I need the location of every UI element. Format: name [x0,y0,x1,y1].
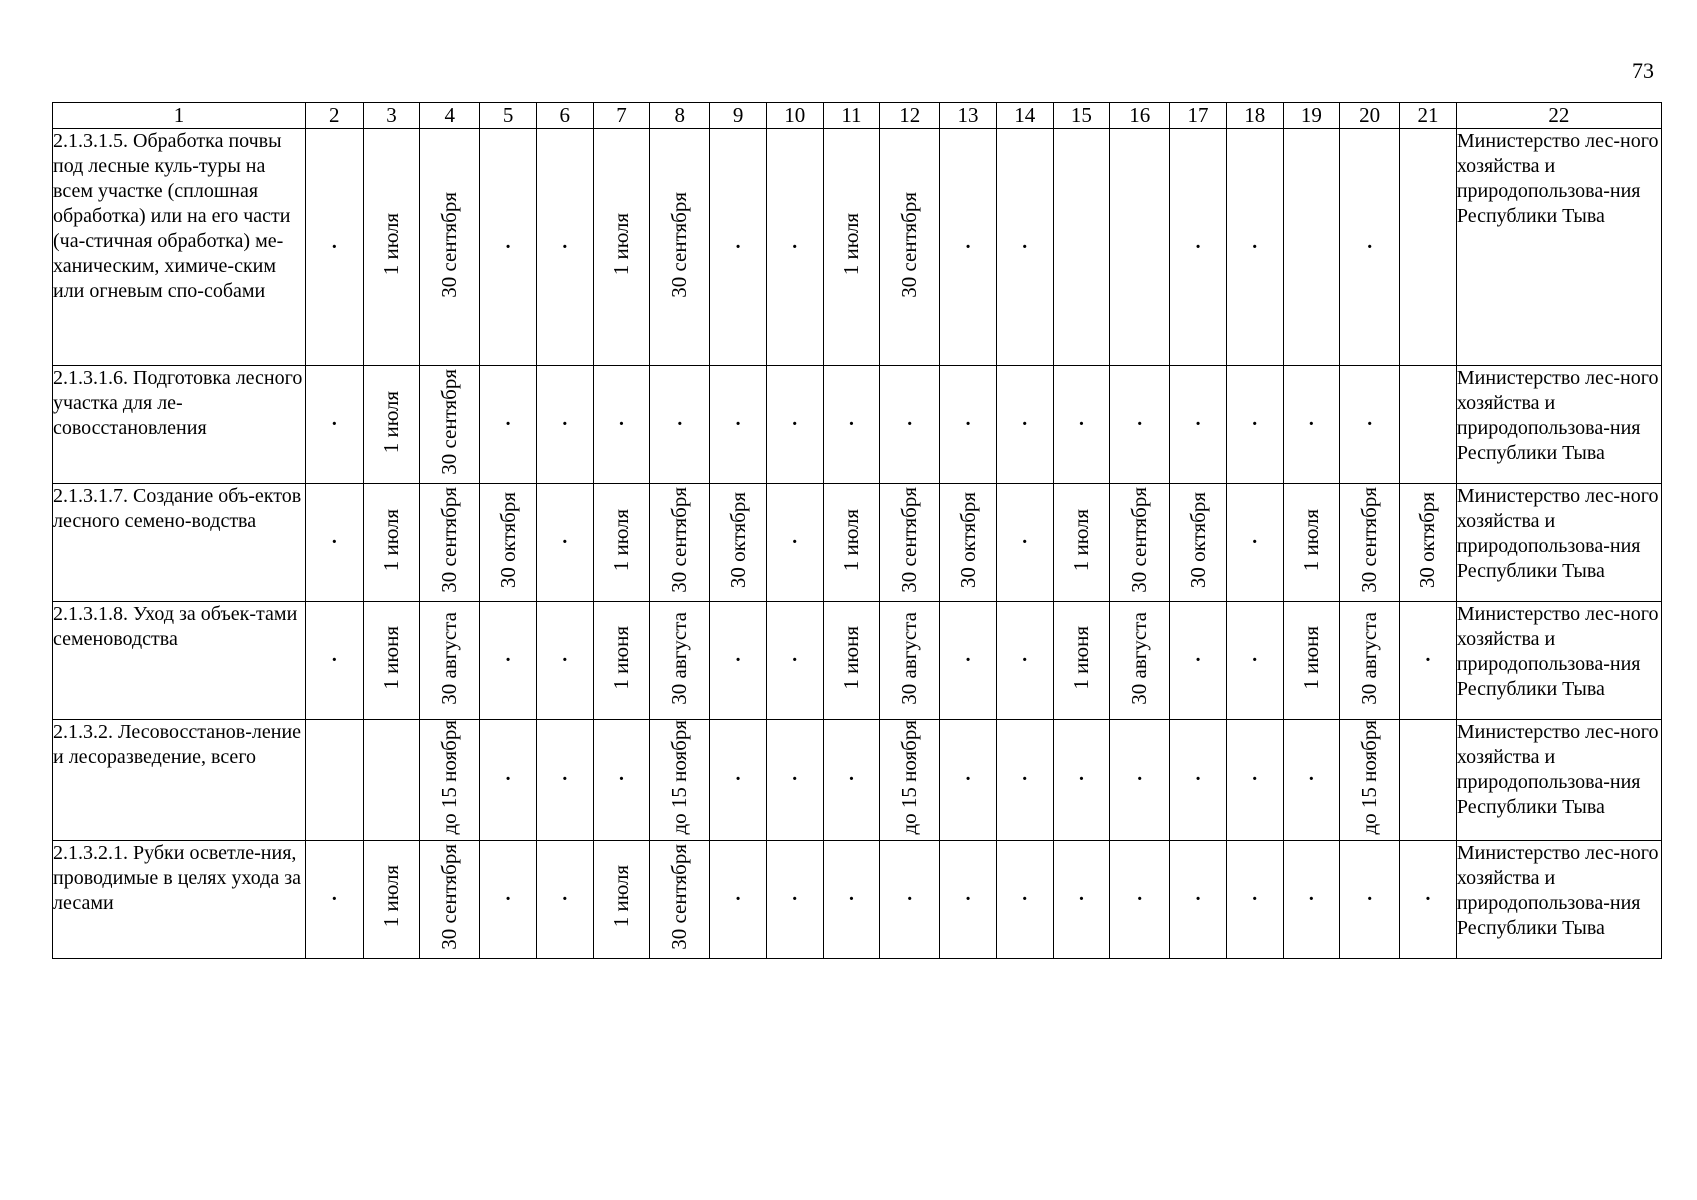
schedule-cell [880,129,940,366]
no-value-mark: · [1251,235,1259,258]
date-value: 1 июня [608,626,633,690]
date-value: до 15 ноября [667,720,692,835]
no-value-mark: · [1021,887,1029,910]
schedule-cell [1283,129,1340,366]
no-value-mark: · [791,768,799,791]
date-value: 30 сентября [897,191,922,298]
no-value-mark: · [561,413,569,435]
schedule-cell [1226,720,1283,841]
no-value-mark: · [1251,531,1259,553]
responsible-body: Министерство лес-ного хозяйства и природопользова-ния Республики Тыва [1456,840,1661,958]
schedule-cell [1400,602,1457,720]
no-value-mark: · [1194,887,1202,910]
schedule-cell [305,366,363,484]
schedule-cell [1110,484,1170,602]
header-row [53,103,1662,129]
no-value-mark: · [1136,768,1144,791]
column-header-6: 6 [536,103,593,129]
schedule-cell [940,366,997,484]
schedule-cell [940,602,997,720]
schedule-cell [823,602,880,720]
schedule-cell [1340,840,1400,958]
no-value-mark: · [1194,649,1202,671]
schedule-cell [1170,484,1227,602]
date-value: 30 августа [667,611,692,705]
no-value-mark: · [561,887,569,910]
date-value: 30 сентября [667,487,692,593]
activity-name: 2.1.3.2. Лесовосстанов-ление и лесоразведение, всего [53,720,306,841]
no-value-mark: · [964,887,972,910]
no-value-mark: · [330,413,338,435]
schedule-cell [1226,484,1283,602]
no-value-mark: · [1308,413,1315,435]
no-value-mark: · [1424,887,1432,910]
schedule-cell [766,720,823,841]
column-header-1: 1 [53,103,306,129]
date-value: 1 июля [608,865,633,928]
no-value-mark: · [848,768,855,791]
schedule-cell [1110,720,1170,841]
schedule-cell [480,366,537,484]
schedule-cell [766,366,823,484]
no-value-mark: · [1251,768,1259,791]
date-value: 30 августа [1127,611,1152,705]
schedule-cell [593,720,650,841]
schedule-cell [940,720,997,841]
schedule-cell [536,720,593,841]
no-value-mark: · [791,887,799,910]
column-header-18: 18 [1226,103,1283,129]
no-value-mark: · [1021,235,1029,258]
no-value-mark: · [504,235,512,258]
date-value: 1 июня [1068,626,1093,690]
column-header-5: 5 [480,103,537,129]
date-value: 1 июля [838,213,863,276]
responsible-body: Министерство лес-ного хозяйства и природопользова-ния Республики Тыва [1456,720,1661,841]
schedule-cell [880,366,940,484]
no-value-mark: · [1136,413,1144,435]
column-header-4: 4 [420,103,480,129]
no-value-mark: · [1251,413,1259,435]
schedule-cell [593,484,650,602]
column-header-8: 8 [650,103,710,129]
no-value-mark: · [734,887,742,910]
schedule-cell [420,602,480,720]
table-row [53,720,1662,841]
schedule-cell [593,840,650,958]
schedule-cell [1053,484,1110,602]
schedule-cell [1400,840,1457,958]
date-value: 30 сентября [667,191,692,298]
schedule-cell [1053,129,1110,366]
date-value: 30 сентября [667,843,692,950]
schedule-cell [650,602,710,720]
schedule-cell [363,366,420,484]
table-row [53,484,1662,602]
date-value: до 15 ноября [437,720,462,835]
schedule-cell [1226,366,1283,484]
no-value-mark: · [964,649,972,671]
no-value-mark: · [561,235,569,258]
no-value-mark: · [734,413,742,435]
column-header-19: 19 [1283,103,1340,129]
no-value-mark: · [504,413,512,435]
no-value-mark: · [964,413,972,435]
no-value-mark: · [1021,768,1029,791]
column-header-2: 2 [305,103,363,129]
no-value-mark: · [504,887,512,910]
no-value-mark: · [734,235,742,258]
schedule-cell [1226,840,1283,958]
schedule-cell [536,840,593,958]
schedule-cell [880,484,940,602]
no-value-mark: · [906,413,914,435]
schedule-cell [536,129,593,366]
schedule-cell [1340,484,1400,602]
date-value: 1 июля [378,508,403,572]
schedule-cell [1283,366,1340,484]
no-value-mark: · [504,649,512,671]
no-value-mark: · [734,768,742,791]
schedule-cell [1400,366,1457,484]
activity-name: 2.1.3.1.5. Обработка почвы под лесные куль-туры на всем участке (сплошная обработка) или на его части (ча-стичная обработка) ме-ханическим, химиче-ским или огневым спо-собами [53,129,306,366]
schedule-cell [1400,129,1457,366]
schedule-cell [766,840,823,958]
schedule-cell [420,484,480,602]
activity-name: 2.1.3.1.6. Подготовка лесного участка для ле-совосстановления [53,366,306,484]
schedule-cell [420,840,480,958]
schedule-cell [1283,720,1340,841]
schedule-cell [1170,720,1227,841]
no-value-mark: · [1021,649,1029,671]
schedule-cell [305,129,363,366]
no-value-mark: · [964,768,972,791]
schedule-cell [1400,720,1457,841]
no-value-mark: · [734,649,742,671]
schedule-cell [710,366,767,484]
no-value-mark: · [964,235,972,258]
schedule-cell [1110,366,1170,484]
schedule-cell [1170,366,1227,484]
no-value-mark: · [1136,887,1144,910]
date-value: 30 сентября [1357,487,1382,593]
activity-name: 2.1.3.1.7. Создание объ-ектов лесного семено-водства [53,484,306,602]
column-header-12: 12 [880,103,940,129]
no-value-mark: · [906,887,914,910]
date-value: 1 июля [838,508,863,572]
schedule-cell [650,129,710,366]
responsible-body: Министерство лес-ного хозяйства и природопользова-ния Республики Тыва [1456,602,1661,720]
date-value: 1 июля [378,390,403,454]
no-value-mark: · [1078,768,1085,791]
column-header-14: 14 [996,103,1053,129]
schedule-cell [823,129,880,366]
schedule-cell [996,129,1053,366]
schedule-cell [880,840,940,958]
schedule-cell [823,484,880,602]
table-row [53,366,1662,484]
column-header-16: 16 [1110,103,1170,129]
no-value-mark: · [1366,413,1374,435]
schedule-cell [480,484,537,602]
column-header-20: 20 [1340,103,1400,129]
no-value-mark: · [1308,768,1315,791]
date-value: 1 июля [378,865,403,928]
schedule-cell [1340,366,1400,484]
activity-name: 2.1.3.2.1. Рубки осветле-ния, проводимые в целях ухода за лесами [53,840,306,958]
no-value-mark: · [848,413,855,435]
schedule-cell [1053,840,1110,958]
schedule-cell [480,720,537,841]
date-value: 1 июня [378,626,403,690]
date-value: 1 июля [1068,508,1093,572]
column-header-10: 10 [766,103,823,129]
schedule-cell [1170,840,1227,958]
schedule-cell [480,840,537,958]
schedule-cell [305,602,363,720]
column-header-17: 17 [1170,103,1227,129]
schedule-cell [710,720,767,841]
date-value: 30 сентября [897,487,922,593]
column-header-15: 15 [1053,103,1110,129]
schedule-cell [650,366,710,484]
date-value: до 15 ноября [1357,720,1382,835]
schedule-cell [536,366,593,484]
schedule-cell [1340,720,1400,841]
no-value-mark: · [1308,887,1315,910]
schedule-cell [710,840,767,958]
schedule-cell [650,484,710,602]
no-value-mark: · [330,531,338,553]
date-value: 30 сентября [437,191,462,298]
no-value-mark: · [1194,768,1202,791]
date-value: 30 августа [1357,611,1382,705]
schedule-cell [823,366,880,484]
schedule-cell [305,484,363,602]
no-value-mark: · [1366,235,1374,258]
no-value-mark: · [330,649,338,671]
schedule-cell [1170,129,1227,366]
schedule-cell [710,129,767,366]
schedule-cell [940,840,997,958]
schedule-table [52,102,1662,959]
table-row [53,602,1662,720]
date-value: 30 августа [897,611,922,705]
schedule-cell [1400,484,1457,602]
no-value-mark: · [1366,887,1374,910]
date-value: до 15 ноября [897,720,922,835]
schedule-cell [480,602,537,720]
no-value-mark: · [1194,413,1202,435]
responsible-body: Министерство лес-ного хозяйства и природопользова-ния Республики Тыва [1456,366,1661,484]
date-value: 30 сентября [437,487,462,593]
no-value-mark: · [1194,235,1202,258]
column-header-22: 22 [1456,103,1661,129]
schedule-cell [880,720,940,841]
no-value-mark: · [1251,649,1259,671]
table-row [53,840,1662,958]
schedule-cell [710,484,767,602]
page-number: 73 [1632,58,1654,83]
schedule-cell [650,720,710,841]
no-value-mark: · [330,235,338,258]
schedule-cell [940,129,997,366]
no-value-mark: · [791,649,799,671]
column-header-21: 21 [1400,103,1457,129]
schedule-cell [1053,602,1110,720]
schedule-cell [823,720,880,841]
schedule-cell [996,602,1053,720]
date-value: 1 июня [1298,626,1323,690]
no-value-mark: · [618,413,625,435]
date-value: 1 июля [608,213,633,276]
date-value: 30 октября [1415,491,1440,589]
schedule-cell [363,602,420,720]
schedule-cell [823,840,880,958]
schedule-cell [363,720,420,841]
schedule-cell [363,840,420,958]
date-value: 30 октября [955,491,980,589]
no-value-mark: · [791,235,799,258]
date-value: 1 июля [608,508,633,572]
schedule-cell [1110,129,1170,366]
schedule-cell [1053,720,1110,841]
schedule-cell [593,129,650,366]
no-value-mark: · [504,768,512,791]
column-header-7: 7 [593,103,650,129]
schedule-cell [880,602,940,720]
no-value-mark: · [791,531,799,553]
no-value-mark: · [1424,649,1432,671]
schedule-cell [996,720,1053,841]
schedule-cell [593,602,650,720]
schedule-cell [996,840,1053,958]
table-row [53,129,1662,366]
schedule-cell [766,602,823,720]
schedule-cell [766,129,823,366]
column-header-3: 3 [363,103,420,129]
responsible-body: Министерство лес-ного хозяйства и природопользова-ния Республики Тыва [1456,129,1661,366]
date-value: 1 июля [378,213,403,276]
no-value-mark: · [1021,413,1029,435]
date-value: 30 октября [495,491,520,589]
schedule-cell [305,840,363,958]
no-value-mark: · [1021,531,1029,553]
no-value-mark: · [618,768,625,791]
schedule-cell [480,129,537,366]
schedule-cell [996,484,1053,602]
no-value-mark: · [561,768,569,791]
no-value-mark: · [791,413,799,435]
schedule-cell [1340,129,1400,366]
schedule-cell [1226,602,1283,720]
date-value: 30 сентября [1127,487,1152,593]
schedule-cell [1283,484,1340,602]
schedule-cell [1170,602,1227,720]
table-body [53,129,1662,959]
date-value: 30 октября [1185,491,1210,589]
date-value: 1 июня [838,626,863,690]
schedule-cell [650,840,710,958]
no-value-mark: · [1251,887,1259,910]
column-header-9: 9 [710,103,767,129]
schedule-cell [420,129,480,366]
schedule-cell [420,720,480,841]
date-value: 30 августа [437,611,462,705]
no-value-mark: · [676,413,684,435]
responsible-body: Министерство лес-ного хозяйства и природопользова-ния Республики Тыва [1456,484,1661,602]
schedule-cell [1110,840,1170,958]
schedule-cell [593,366,650,484]
schedule-cell [1053,366,1110,484]
activity-name: 2.1.3.1.8. Уход за объек-тами семеноводства [53,602,306,720]
column-header-11: 11 [823,103,880,129]
schedule-cell [1340,602,1400,720]
no-value-mark: · [561,649,569,671]
schedule-cell [1283,602,1340,720]
schedule-cell [766,484,823,602]
schedule-cell [1226,129,1283,366]
date-value: 1 июля [1298,508,1323,572]
date-value: 30 сентября [437,843,462,950]
schedule-cell [363,484,420,602]
date-value: 30 сентября [437,369,462,475]
schedule-cell [1110,602,1170,720]
no-value-mark: · [1078,413,1085,435]
no-value-mark: · [848,887,855,910]
no-value-mark: · [1078,887,1085,910]
schedule-cell [996,366,1053,484]
schedule-cell [420,366,480,484]
column-header-13: 13 [940,103,997,129]
schedule-cell [363,129,420,366]
schedule-cell [710,602,767,720]
no-value-mark: · [330,887,338,910]
date-value: 30 октября [725,491,750,589]
schedule-cell [940,484,997,602]
no-value-mark: · [561,531,569,553]
schedule-cell [1283,840,1340,958]
schedule-cell [536,602,593,720]
schedule-cell [536,484,593,602]
schedule-cell [305,720,363,841]
